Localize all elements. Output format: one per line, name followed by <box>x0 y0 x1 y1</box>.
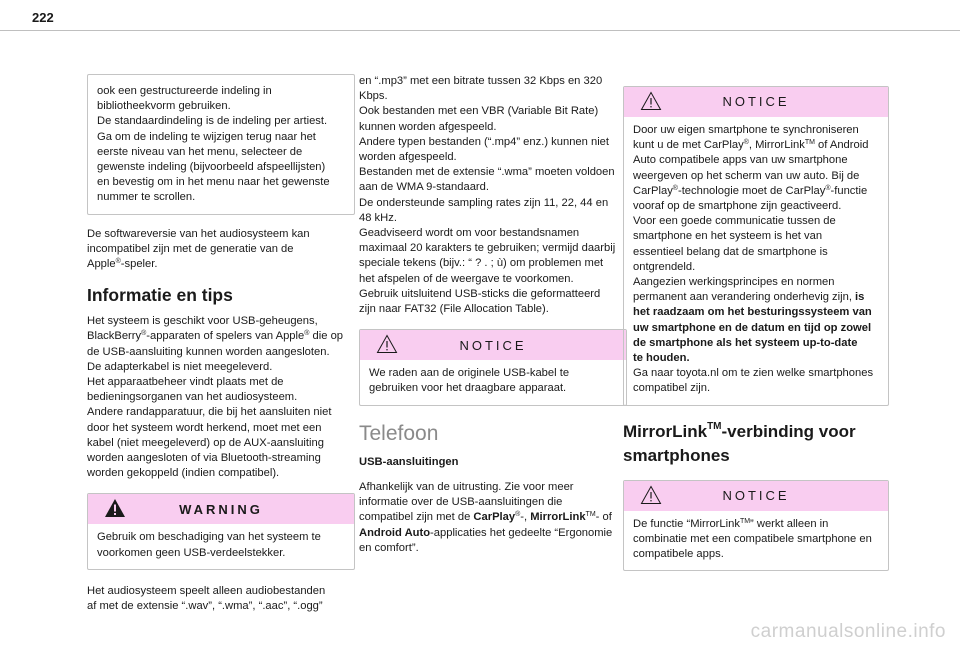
column-1 <box>87 74 355 626</box>
subheading-usb: USB-aansluitingen <box>359 455 459 468</box>
notice-box-mirrorlink <box>623 480 889 572</box>
warning-text: Gebruik om beschadiging van het systeem te voorkomen geen USB-verdeelstekker. <box>97 531 321 559</box>
notice-header <box>360 330 626 360</box>
notice-header <box>624 481 888 511</box>
info-tips-heading: Informatie en tips <box>87 285 233 306</box>
notice-title: NOTICE <box>722 94 790 110</box>
notice-header <box>624 87 888 117</box>
header-rule <box>0 30 960 31</box>
notice-box-usb <box>359 329 627 405</box>
notice-text: We raden aan de originele USB-kabel te gebruiken voor het draagbare apparaat. <box>369 367 570 395</box>
notice-icon <box>640 91 662 111</box>
notice-box-smartphone <box>623 86 889 406</box>
notice-icon <box>376 334 398 354</box>
notice-title: NOTICE <box>722 488 790 504</box>
warning-header <box>88 494 354 524</box>
apple-compat-paragraph: De softwareversie van het audiosysteem kan incompatibel zijn met de generatie van de Apple®-speler. <box>87 227 310 271</box>
warning-title: WARNING <box>179 501 263 517</box>
section-heading-telefoon: Telefoon <box>359 421 439 445</box>
warning-icon <box>104 498 126 518</box>
audio-format-paragraph: Het audiosysteem speelt alleen audiobestanden af met de extensie “.wav”, “.wma”, “.aac”, “.ogg” <box>87 584 326 613</box>
notice-title: NOTICE <box>459 337 527 353</box>
column-2 <box>359 74 627 568</box>
continued-box: ook een gestructureerde indeling in bibliotheekvorm gebruiken. De standaardindeling is de indeling per artiest. Ga om de indeling te wijzigen terug naar het eerste niveau van het menu, selecteer de gewenste indeling (bijvoorbeeld afspeellijsten) en bevestig om in het menu naar het gewenste nummer te scrollen. <box>87 74 355 215</box>
notice-icon <box>640 485 662 505</box>
notice-text: De functie “MirrorLink™” werkt alleen in combinatie met een compatibele smartphone en compatibele apps. <box>633 517 872 561</box>
warning-box <box>87 493 355 569</box>
column-3 <box>623 74 889 585</box>
usb-compat-paragraph: Afhankelijk van de uitrusting. Zie voor meer informatie over de USB-aansluitingen die compatibel zijn met de CarPlay®-, MirrorLink™- of Android Auto-applicaties het gedeelte “Ergonomie en comfort”. <box>359 481 613 554</box>
mirrorlink-heading: MirrorLink™-verbinding voor smartphones <box>623 420 856 465</box>
watermark: carmanualsonline.info <box>750 621 946 642</box>
usb-info-paragraph: Het systeem is geschikt voor USB-geheugens, BlackBerry®-apparaten of spelers van Apple® die op de USB-aansluiting kunnen worden aangesloten. De adapterkabel is niet meegeleverd. Het apparaatbeheer vindt plaats met de bedieningsorganen van het audiosysteem. Andere randapparatuur, die bij het aansluiten niet door het systeem wordt herkend, moet met een kabel (niet meegeleverd) op de AUX-aansluiting worden aangesloten of via Bluetooth-streaming worden gekoppeld (indien compatibel). <box>87 315 344 480</box>
page-number: 222 <box>32 10 54 25</box>
file-format-paragraph: en “.mp3” met een bitrate tussen 32 Kbps en 320 Kbps. Ook bestanden met een VBR (Variable Bit Rate) kunnen worden afgespeeld. Andere typen bestanden (“.mp4” enz.) kunnen niet worden afgespeeld. Bestanden met de extensie “.wma” moeten voldoen aan de WMA 9-standaard. De ondersteunde sampling rates zijn 11, 22, 44 en 48 kHz. Geadviseerd wordt om voor bestandsnamen maximaal 20 karakters te gebruiken; vermijd daarbij speciale tekens (bijv.: “ ? . ; ù) om problemen met het afspelen of de weergave te voorkomen. Gebruik uitsluitend USB-sticks die geformatteerd zijn naar FAT32 (File Allocation Table). <box>359 75 616 316</box>
notice-text: Door uw eigen smartphone te synchroniseren kunt u de met CarPlay®, MirrorLink™ of Android Auto compatibele apps van uw smartphone weergeven op het scherm van uw auto. Bij de CarPlay®-technologie moet de CarPlay®-functie vooraf op de smartphone zijn geactiveerd. Voor een goede communicatie tussen de smartphone en het systeem is het van essentieel belang dat de smartphone is ontgrendeld. Aangezien werkingsprincipes en normen permanent aan verandering onderhevig zijn, is het raadzaam om het besturingssysteem van uw smartphone en de datum en tijd op zowel de smartphone als het systeem up-to-date te houden. Ga naar toyota.nl om te zien welke smartphones compatibel zijn. <box>633 124 874 395</box>
